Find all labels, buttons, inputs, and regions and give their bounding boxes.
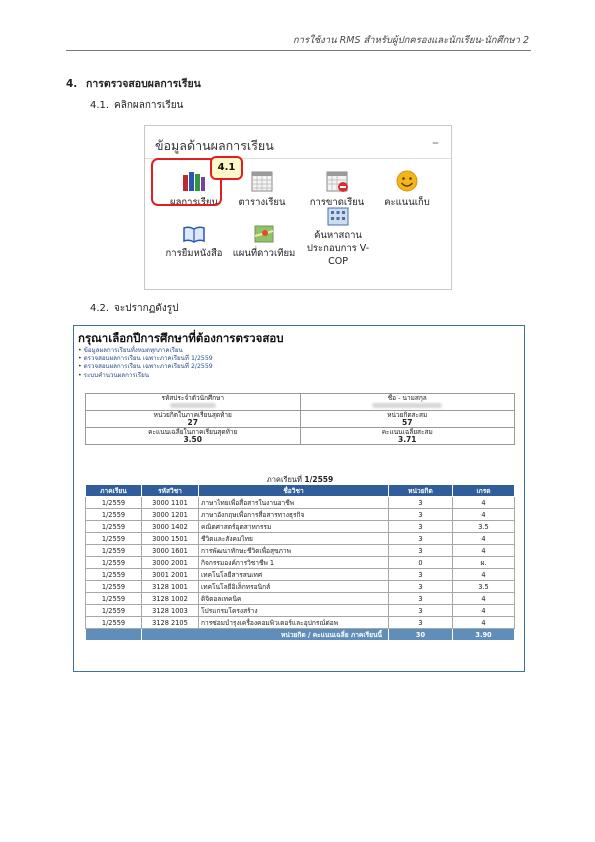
table-row <box>86 569 515 581</box>
last-gpa-value: 3.50 <box>183 435 202 444</box>
step-number: 4.2. <box>90 303 110 314</box>
grades-body <box>86 497 515 629</box>
row-credits: 3 <box>389 569 453 581</box>
tile-absence[interactable] <box>300 169 374 209</box>
results-frame <box>73 325 525 672</box>
row-credits: 3 <box>389 617 453 629</box>
row-credits: 3 <box>389 533 453 545</box>
semester-value: 1/2559 <box>304 475 334 484</box>
building-icon <box>325 206 351 226</box>
row-course-name: คณิตศาสตร์อุตสาหกรรม <box>199 521 389 533</box>
row-grade: 4 <box>453 545 515 557</box>
row-credits: 3 <box>389 545 453 557</box>
student-name-label: ชื่อ - นามสกุล <box>387 394 427 402</box>
academic-info-panel <box>144 125 452 290</box>
col-semester: ภาคเรียน <box>86 485 142 497</box>
row-course-code: 3000 2001 <box>142 557 199 569</box>
row-credits: 3 <box>389 593 453 605</box>
row-course-code: 3000 1402 <box>142 521 199 533</box>
section-heading <box>66 75 201 92</box>
row-credits: 0 <box>389 557 453 569</box>
row-semester: 1/2559 <box>86 509 142 521</box>
results-links <box>78 347 213 380</box>
tile-label: คะแนนเก็บ <box>384 197 430 208</box>
col-course-name: ชื่อวิชา <box>199 485 389 497</box>
row-course-name: กิจกรรมองค์การวิชาชีพ 1 <box>199 557 389 569</box>
tile-label: แผนที่ดาวเทียม <box>232 248 296 259</box>
total-row <box>86 629 515 641</box>
last-credits-cell <box>86 411 301 428</box>
row-course-name: ชีวิตและสังคมไทย <box>199 533 389 545</box>
tile-library[interactable] <box>157 224 231 260</box>
section-title: การตรวจสอบผลการเรียน <box>86 78 201 90</box>
row-course-name: ภาษาอังกฤษเพื่อการสื่อสารทางธุรกิจ <box>199 509 389 521</box>
row-grade: 3.5 <box>453 521 515 533</box>
row-semester: 1/2559 <box>86 581 142 593</box>
student-id-cell <box>86 394 301 411</box>
grades-table <box>85 484 515 641</box>
row-grade: 4 <box>453 533 515 545</box>
step-text: คลิกผลการเรียน <box>114 100 184 111</box>
row-grade: 4 <box>453 593 515 605</box>
total-gpa-cell <box>300 428 515 445</box>
row-course-name: การพัฒนาทักษะชีวิตเพื่อสุขภาพ <box>199 545 389 557</box>
total-credits-cell <box>300 411 515 428</box>
total-credits-label: หน่วยกิตสะสม <box>387 411 428 419</box>
calendar-icon <box>249 169 275 193</box>
last-gpa-cell <box>86 428 301 445</box>
row-course-code: 3128 1002 <box>142 593 199 605</box>
total-credits-value: 57 <box>402 418 413 427</box>
link-semester-2[interactable]: • ตรวจสอบผลการเรียน เฉพาะภาคเรียนที่ 2/2559 <box>78 363 213 371</box>
row-grade: ผ. <box>453 557 515 569</box>
table-row <box>86 533 515 545</box>
calendar-remove-icon <box>324 169 350 193</box>
table-row <box>86 617 515 629</box>
total-credits: 30 <box>389 629 453 641</box>
link-grade-calculator[interactable]: • ระบบคำนวนผลการเรียน <box>78 372 213 380</box>
row-credits: 3 <box>389 497 453 509</box>
col-course-code: รหัสวิชา <box>142 485 199 497</box>
row-semester: 1/2559 <box>86 605 142 617</box>
row-grade: 3.5 <box>453 581 515 593</box>
row-semester: 1/2559 <box>86 497 142 509</box>
total-label: หน่วยกิต / คะแนนเฉลี่ย ภาคเรียนนี้ <box>142 629 389 641</box>
redacted-student-name <box>372 403 442 408</box>
last-gpa-label: คะแนนเฉลี่ยในภาคเรียนสุดท้าย <box>148 428 238 436</box>
row-grade: 4 <box>453 509 515 521</box>
tile-scores[interactable] <box>370 169 444 209</box>
grades-header-row <box>86 485 515 497</box>
semester-label: ภาคเรียนที่ <box>266 475 302 484</box>
row-course-code: 3000 1601 <box>142 545 199 557</box>
book-icon <box>181 224 207 244</box>
row-semester: 1/2559 <box>86 557 142 569</box>
table-row <box>86 557 515 569</box>
tile-satellite-map[interactable] <box>227 224 301 260</box>
map-icon <box>251 224 277 244</box>
tile-label: การยืมหนังสือ <box>165 248 223 259</box>
row-semester: 1/2559 <box>86 521 142 533</box>
step-text: จะปรากฏดังรูป <box>114 303 179 314</box>
row-course-name: ภาษาไทยเพื่อสื่อสารในงานอาชีพ <box>199 497 389 509</box>
row-semester: 1/2559 <box>86 593 142 605</box>
section-number: 4. <box>66 78 78 90</box>
row-course-name: เทคโนโลยีอิเล็กทรอนิกส์ <box>199 581 389 593</box>
total-gpa-label: คะแนนเฉลี่ยสะสม <box>381 428 433 436</box>
student-info-table <box>85 393 515 445</box>
tile-label: ตารางเรียน <box>238 197 286 208</box>
row-credits: 3 <box>389 605 453 617</box>
total-gpa-value: 3.71 <box>397 435 417 444</box>
row-grade: 4 <box>453 497 515 509</box>
tile-label: ผลการเรียน <box>170 197 218 208</box>
row-course-name: เทคโนโลยีสารสนเทศ <box>199 569 389 581</box>
page-header: การใช้งาน RMS สำหรับผู้ปกครองและนักเรียน-นักศึกษา 2 <box>292 35 529 46</box>
row-grade: 4 <box>453 569 515 581</box>
last-credits-value: 27 <box>187 418 198 427</box>
tile-label: การขาดเรียน <box>309 197 365 208</box>
step-4-2-heading <box>90 301 178 316</box>
header-rule <box>66 50 531 51</box>
total-spacer <box>86 629 142 641</box>
table-row <box>86 605 515 617</box>
table-row <box>86 497 515 509</box>
total-gpa: 3.90 <box>453 629 515 641</box>
step-4-1-heading <box>90 98 183 113</box>
redacted-student-id <box>170 403 216 408</box>
last-credits-label: หน่วยกิตในภาคเรียนสุดท้าย <box>153 411 232 419</box>
row-grade: 4 <box>453 605 515 617</box>
tile-label: ค้นหาสถาน ประกอบการ V-COP <box>306 230 370 267</box>
row-semester: 1/2559 <box>86 533 142 545</box>
row-course-code: 3128 1001 <box>142 581 199 593</box>
row-course-code: 3128 1003 <box>142 605 199 617</box>
row-course-code: 3000 1501 <box>142 533 199 545</box>
row-semester: 1/2559 <box>86 569 142 581</box>
row-course-name: โปรแกรมโครงสร้าง <box>199 605 389 617</box>
step-number: 4.1. <box>90 100 110 111</box>
row-course-code: 3000 1101 <box>142 497 199 509</box>
table-row <box>86 509 515 521</box>
step-badge: 4.1 <box>210 156 243 180</box>
row-course-code: 3000 1201 <box>142 509 199 521</box>
row-credits: 3 <box>389 581 453 593</box>
student-id-label: รหัสประจำตัวนักศึกษา <box>161 394 225 402</box>
row-course-code: 3001 2001 <box>142 569 199 581</box>
row-course-name: การซ่อมบำรุงเครื่องคอมพิวเตอร์และอุปกรณ์ต่อพ <box>199 617 389 629</box>
link-semester-1[interactable]: • ตรวจสอบผลการเรียน เฉพาะภาคเรียนที่ 1/2559 <box>78 355 213 363</box>
row-course-code: 3128 2105 <box>142 617 199 629</box>
collapse-icon[interactable]: – <box>432 135 439 151</box>
row-credits: 3 <box>389 509 453 521</box>
col-grade: เกรด <box>453 485 515 497</box>
col-credits: หน่วยกิต <box>389 485 453 497</box>
table-row <box>86 593 515 605</box>
row-grade: 4 <box>453 617 515 629</box>
table-row <box>86 521 515 533</box>
student-name-cell <box>300 394 515 411</box>
table-row <box>86 581 515 593</box>
row-course-name: ดิจิตอลเทคนิค <box>199 593 389 605</box>
row-semester: 1/2559 <box>86 545 142 557</box>
row-credits: 3 <box>389 521 453 533</box>
results-title: กรุณาเลือกปีการศึกษาที่ต้องการตรวจสอบ <box>78 331 284 345</box>
smiley-icon <box>394 169 420 193</box>
tile-vcop-search[interactable] <box>299 206 377 268</box>
row-semester: 1/2559 <box>86 617 142 629</box>
link-all-semesters[interactable]: • ข้อมูลผลการเรียนทั้งหมดทุกภาคเรียน <box>78 347 213 355</box>
table-row <box>86 545 515 557</box>
panel-title: ข้อมูลด้านผลการเรียน <box>155 138 274 153</box>
